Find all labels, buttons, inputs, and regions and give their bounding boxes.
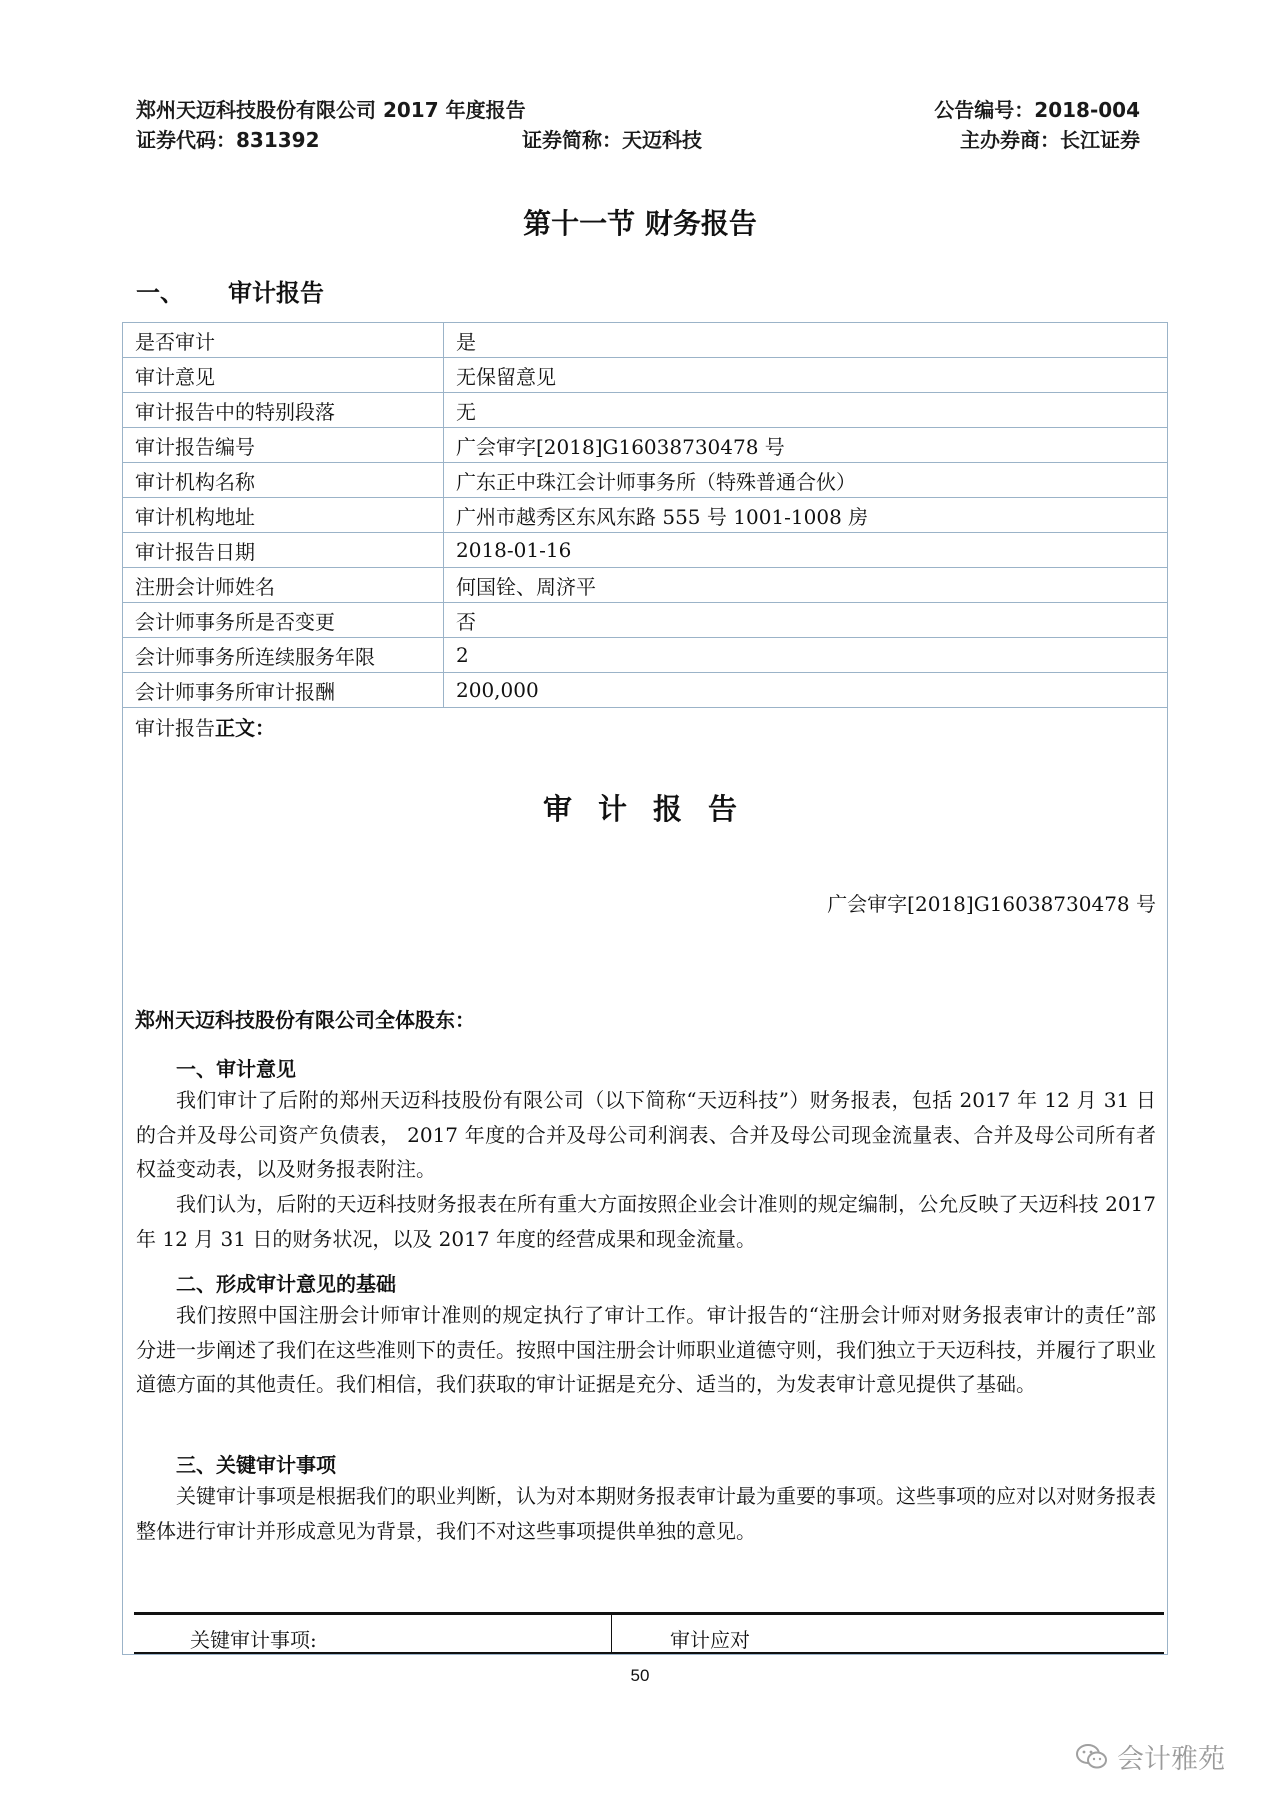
audit-info-value: 广会审字[2018]G16038730478 号 bbox=[444, 428, 1168, 463]
paragraph-audit-scope: 我们审计了后附的郑州天迈科技股份有限公司（以下简称“天迈科技”）财务报表，包括 2017 年 12 月 31 日的合并及母公司资产负债表， 2017 年度的合并及母公司利润表、合并及母公司现金流量表、合并及母公司所有者权益变动表，以及财务报表附注。 bbox=[136, 1088, 1156, 1181]
audit-info-key: 是否审计 bbox=[123, 323, 444, 358]
audit-info-value: 2 bbox=[444, 638, 1168, 673]
subsection-heading bbox=[136, 273, 324, 308]
body-label-bold: 正文： bbox=[215, 716, 275, 740]
paragraph-key-audit-matters: 关键审计事项是根据我们的职业判断，认为对本期财务报表审计最为重要的事项。这些事项的应对以对财务报表整体进行审计并形成意见为背景，我们不对这些事项提供单独的意见。 bbox=[136, 1484, 1156, 1543]
audit-info-value: 2018-01-16 bbox=[444, 533, 1168, 568]
audit-info-value: 否 bbox=[444, 603, 1168, 638]
report-reference-number: 广会审字[2018]G16038730478 号 bbox=[827, 892, 1156, 916]
audit-info-row bbox=[123, 358, 1168, 393]
audit-info-key: 审计机构地址 bbox=[123, 498, 444, 533]
audit-info-key: 审计意见 bbox=[123, 358, 444, 393]
audit-info-row bbox=[123, 533, 1168, 568]
audit-report-title: 审计报告 bbox=[542, 792, 763, 826]
addressee: 郑州天迈科技股份有限公司全体股东： bbox=[135, 1008, 475, 1032]
audit-info-table bbox=[122, 322, 1168, 708]
audit-info-row bbox=[123, 393, 1168, 428]
audit-info-row bbox=[123, 673, 1168, 708]
audit-info-value: 无保留意见 bbox=[444, 358, 1168, 393]
audit-info-row bbox=[123, 638, 1168, 673]
kam-column-response: 审计应对 bbox=[670, 1628, 750, 1652]
audit-info-key: 会计师事务所审计报酬 bbox=[123, 673, 444, 708]
kam-column-divider bbox=[611, 1615, 612, 1652]
audit-info-key: 注册会计师姓名 bbox=[123, 568, 444, 603]
audit-info-row bbox=[123, 323, 1168, 358]
audit-info-key: 会计师事务所连续服务年限 bbox=[123, 638, 444, 673]
audit-info-key: 审计报告中的特别段落 bbox=[123, 393, 444, 428]
page-number: 50 bbox=[630, 1666, 650, 1685]
audit-info-row bbox=[123, 568, 1168, 603]
report-header-line-2 bbox=[136, 124, 1140, 150]
watermark-text: 会计雅苑 bbox=[1117, 1744, 1225, 1775]
audit-info-key: 审计机构名称 bbox=[123, 463, 444, 498]
paragraph-opinion-basis: 我们按照中国注册会计师审计准则的规定执行了审计工作。审计报告的“注册会计师对财务报表审计的责任”部分进一步阐述了我们在这些准则下的责任。按照中国注册会计师职业道德守则，我们独立于天迈科技，并履行了职业道德方面的其他责任。我们相信，我们获取的审计证据是充分、适当的，为发表审计意见提供了基础。 bbox=[136, 1303, 1156, 1396]
report-body-label bbox=[135, 712, 275, 741]
audit-info-value: 何国铨、周济平 bbox=[444, 568, 1168, 603]
wechat-icon bbox=[1075, 1742, 1109, 1772]
audit-info-row bbox=[123, 428, 1168, 463]
audit-info-value: 无 bbox=[444, 393, 1168, 428]
audit-info-key: 会计师事务所是否变更 bbox=[123, 603, 444, 638]
report-header-line-1 bbox=[136, 94, 1140, 120]
stock-abbreviation: 证券简称：天迈科技 bbox=[522, 128, 702, 152]
audit-info-row bbox=[123, 498, 1168, 533]
audit-info-value: 200,000 bbox=[444, 673, 1168, 708]
subsection-number: 一、 bbox=[136, 279, 184, 307]
audit-info-value: 广州市越秀区东风东路 555 号 1001-1008 房 bbox=[444, 498, 1168, 533]
watermark bbox=[1075, 1737, 1225, 1776]
audit-info-key: 审计报告日期 bbox=[123, 533, 444, 568]
audit-info-row bbox=[123, 463, 1168, 498]
section-title: 第十一节 财务报告 bbox=[523, 207, 757, 240]
heading-opinion-basis: 二、形成审计意见的基础 bbox=[176, 1272, 396, 1296]
heading-audit-opinion: 一、审计意见 bbox=[176, 1057, 296, 1081]
sponsor-broker: 主办券商：长江证券 bbox=[960, 128, 1140, 152]
stock-code: 证券代码：831392 bbox=[136, 128, 320, 152]
key-audit-matters-table-header bbox=[134, 1612, 1164, 1654]
subsection-title: 审计报告 bbox=[228, 279, 324, 307]
kam-column-matter: 关键审计事项: bbox=[190, 1628, 317, 1652]
body-label-prefix: 审计报告 bbox=[135, 716, 215, 740]
heading-key-audit-matters: 三、关键审计事项 bbox=[176, 1453, 336, 1477]
audit-info-value: 广东正中珠江会计师事务所（特殊普通合伙） bbox=[444, 463, 1168, 498]
audit-info-value: 是 bbox=[444, 323, 1168, 358]
notice-number: 公告编号：2018-004 bbox=[934, 98, 1140, 122]
paragraph-audit-conclusion: 我们认为，后附的天迈科技财务报表在所有重大方面按照企业会计准则的规定编制，公允反映了天迈科技 2017 年 12 月 31 日的财务状况，以及 2017 年度的经营成果和现金流量。 bbox=[136, 1192, 1156, 1251]
audit-info-key: 审计报告编号 bbox=[123, 428, 444, 463]
annual-report-title: 郑州天迈科技股份有限公司 2017 年度报告 bbox=[136, 98, 526, 122]
audit-info-row bbox=[123, 603, 1168, 638]
